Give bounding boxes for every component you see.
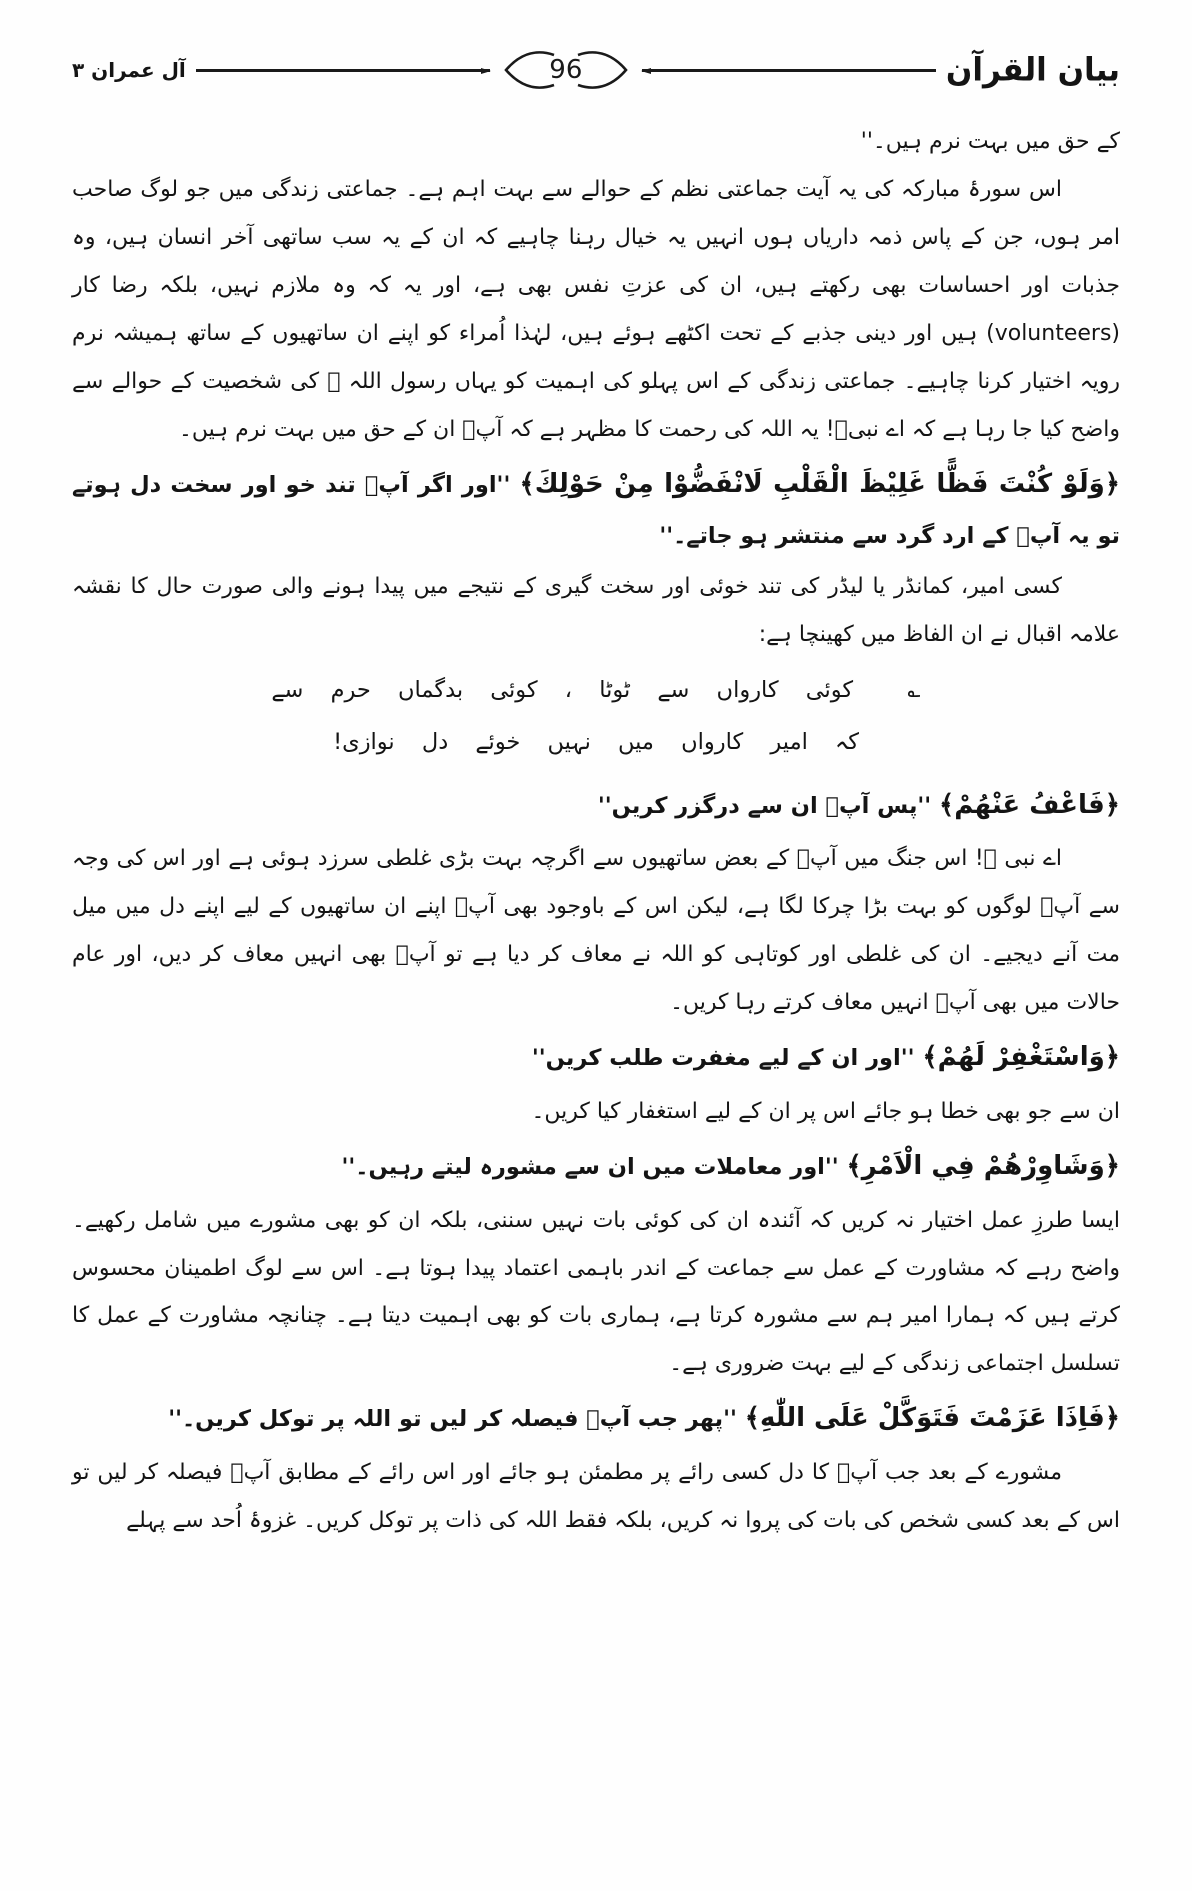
page-number: 96 bbox=[549, 55, 583, 85]
header-rule-right bbox=[642, 69, 936, 72]
content bbox=[72, 118, 1120, 1545]
poetry-line: ؎ کوئی کارواں سے ٹوٹا ، کوئی بدگماں حرم سے bbox=[271, 677, 921, 704]
quran-verse-line bbox=[72, 1029, 1120, 1086]
section-title: آل عمران ۳ bbox=[72, 58, 186, 82]
book-title: بیان القرآن bbox=[945, 51, 1120, 89]
verse-translation: ''اور ان کے لیے مغفرت طلب کریں'' bbox=[531, 1045, 923, 1072]
arabic-verse: ﴿فَاعْفُ عَنْهُمْ﴾ bbox=[939, 789, 1120, 820]
verse-translation: ''پھر جب آپؐ فیصلہ کر لیں تو اللہ پر توکل کریں۔'' bbox=[168, 1406, 745, 1433]
verse-translation: ''اور اگر آپؐ تند خو اور سخت دل ہوتے تو یہ آپؐ کے ارد گرد سے منتشر ہو جاتے۔'' bbox=[72, 471, 1120, 550]
quran-verse-line bbox=[72, 456, 1120, 562]
paragraph: کے حق میں بہت نرم ہیں۔'' bbox=[860, 129, 1120, 154]
quran-verse-line bbox=[72, 777, 1120, 834]
quran-verse-line bbox=[72, 1138, 1120, 1195]
arabic-verse: ﴿وَلَوْ كُنْتَ فَظًّا غَلِيْظَ الْقَلْبِ لَانْفَضُّوْا مِنْ حَوْلِكَ﴾ bbox=[519, 468, 1120, 499]
poetry-line: کہ امیر کارواں میں نہیں خوئے دل نوازی! bbox=[333, 729, 859, 756]
arabic-verse: ﴿وَاسْتَغْفِرْ لَهُمْ﴾ bbox=[922, 1042, 1120, 1073]
page-number-ornament bbox=[500, 46, 632, 94]
verse-translation: ''اور معاملات میں ان سے مشورہ لیتے رہیں۔'' bbox=[341, 1153, 847, 1180]
arabic-verse: ﴿فَاِذَا عَزَمْتَ فَتَوَكَّلْ عَلَى اللّٰهِ﴾ bbox=[744, 1403, 1120, 1434]
paragraph: ان سے جو بھی خطا ہو جائے اس پر ان کے لیے استغفار کیا کریں۔ bbox=[531, 1098, 1120, 1124]
arabic-verse: ﴿وَشَاوِرْهُمْ فِي الْاَمْرِ﴾ bbox=[846, 1150, 1120, 1181]
paragraph: اس سورۂ مبارکہ کی یہ آیت جماعتی نظم کے حوالے سے بہت اہم ہے۔ جماعتی زندگی میں جو لوگ صاحب امر ہوں، جن کے پاس ذمہ داریاں ہوں انہیں یہ خیال رہنا چاہیے کہ ان کے یہ سب ساتھی آخر انسان ہیں، وہ جذبات اور احساسات بھی رکھتے ہیں، ان کی عزتِ نفس بھی ہے، اور یہ کہ وہ ملازم نہیں، بلکہ رضا کار (volunteers) ہیں اور دینی جذبے کے تحت اکٹھے ہوئے ہیں، لہٰذا اُمراء کو اپنے ان ساتھیوں کے ساتھ ہمیشہ نرم رویہ اختیار کرنا چاہیے۔ جماعتی زندگی کے اس پہلو کی اہمیت کو یہاں رسول اللہ ﷺ کی شخصیت کے حوالے سے واضح کیا جا رہا ہے کہ اے نبیؐ! یہ اللہ کی رحمت کا مظہر ہے کہ آپؐ ان کے حق میں بہت نرم ہیں۔ bbox=[72, 176, 1120, 442]
paragraph: کسی امیر، کمانڈر یا لیڈر کی تند خوئی اور سخت گیری کے نتیجے میں پیدا ہونے والی صورت حال کا نقشہ علامہ اقبال نے ان الفاظ میں کھینچا ہے: bbox=[72, 574, 1120, 648]
quran-verse-line bbox=[72, 1390, 1120, 1447]
paragraph: اے نبی ﷺ! اس جنگ میں آپؐ کے بعض ساتھیوں سے اگرچہ بہت بڑی غلطی سرزد ہوئی ہے اور اس کی وجہ سے آپؐ لوگوں کو بہت بڑا چرکا لگا ہے، لیکن اس کے باوجود بھی آپؐ اپنے ان ساتھیوں کے لیے اپنے دل میں میل مت آنے دیجیے۔ ان کی غلطی اور کوتاہی کو اللہ نے معاف کر دیا ہے تو آپؐ بھی انہیں معاف کر دیں، اور عام حالات میں بھی آپؐ انہیں معاف کرتے رہا کریں۔ bbox=[72, 846, 1120, 1016]
verse-translation: ''پس آپؐ ان سے درگزر کریں'' bbox=[597, 792, 940, 819]
page-header bbox=[72, 46, 1120, 94]
paragraph: مشورے کے بعد جب آپؐ کا دل کسی رائے پر مطمئن ہو جائے اور اس رائے کے مطابق آپؐ فیصلہ کر لیں تو اس کے بعد کسی شخص کی بات کی پروا نہ کریں، بلکہ فقط اللہ کی ذات پر توکل کریں۔ غزوۂ اُحد سے پہلے bbox=[72, 1460, 1120, 1534]
paragraph: ایسا طرزِ عمل اختیار نہ کریں کہ آئندہ ان کی کوئی بات نہیں سننی، بلکہ ان کو بھی مشورے میں شامل رکھیے۔ واضح رہے کہ مشاورت کے عمل سے جماعت کے اندر باہمی اعتماد پیدا ہوتا ہے۔ اس سے لوگ اطمینان محسوس کرتے ہیں کہ ہمارا امیر ہم سے مشورہ کرتا ہے، ہماری بات کو بھی اہمیت دیتا ہے۔ چنانچہ مشاورت کے عمل کا تسلسل اجتماعی زندگی کے لیے بہت ضروری ہے۔ bbox=[72, 1207, 1121, 1377]
header-rule-left bbox=[196, 69, 490, 72]
poetry-couplet bbox=[72, 665, 1120, 769]
